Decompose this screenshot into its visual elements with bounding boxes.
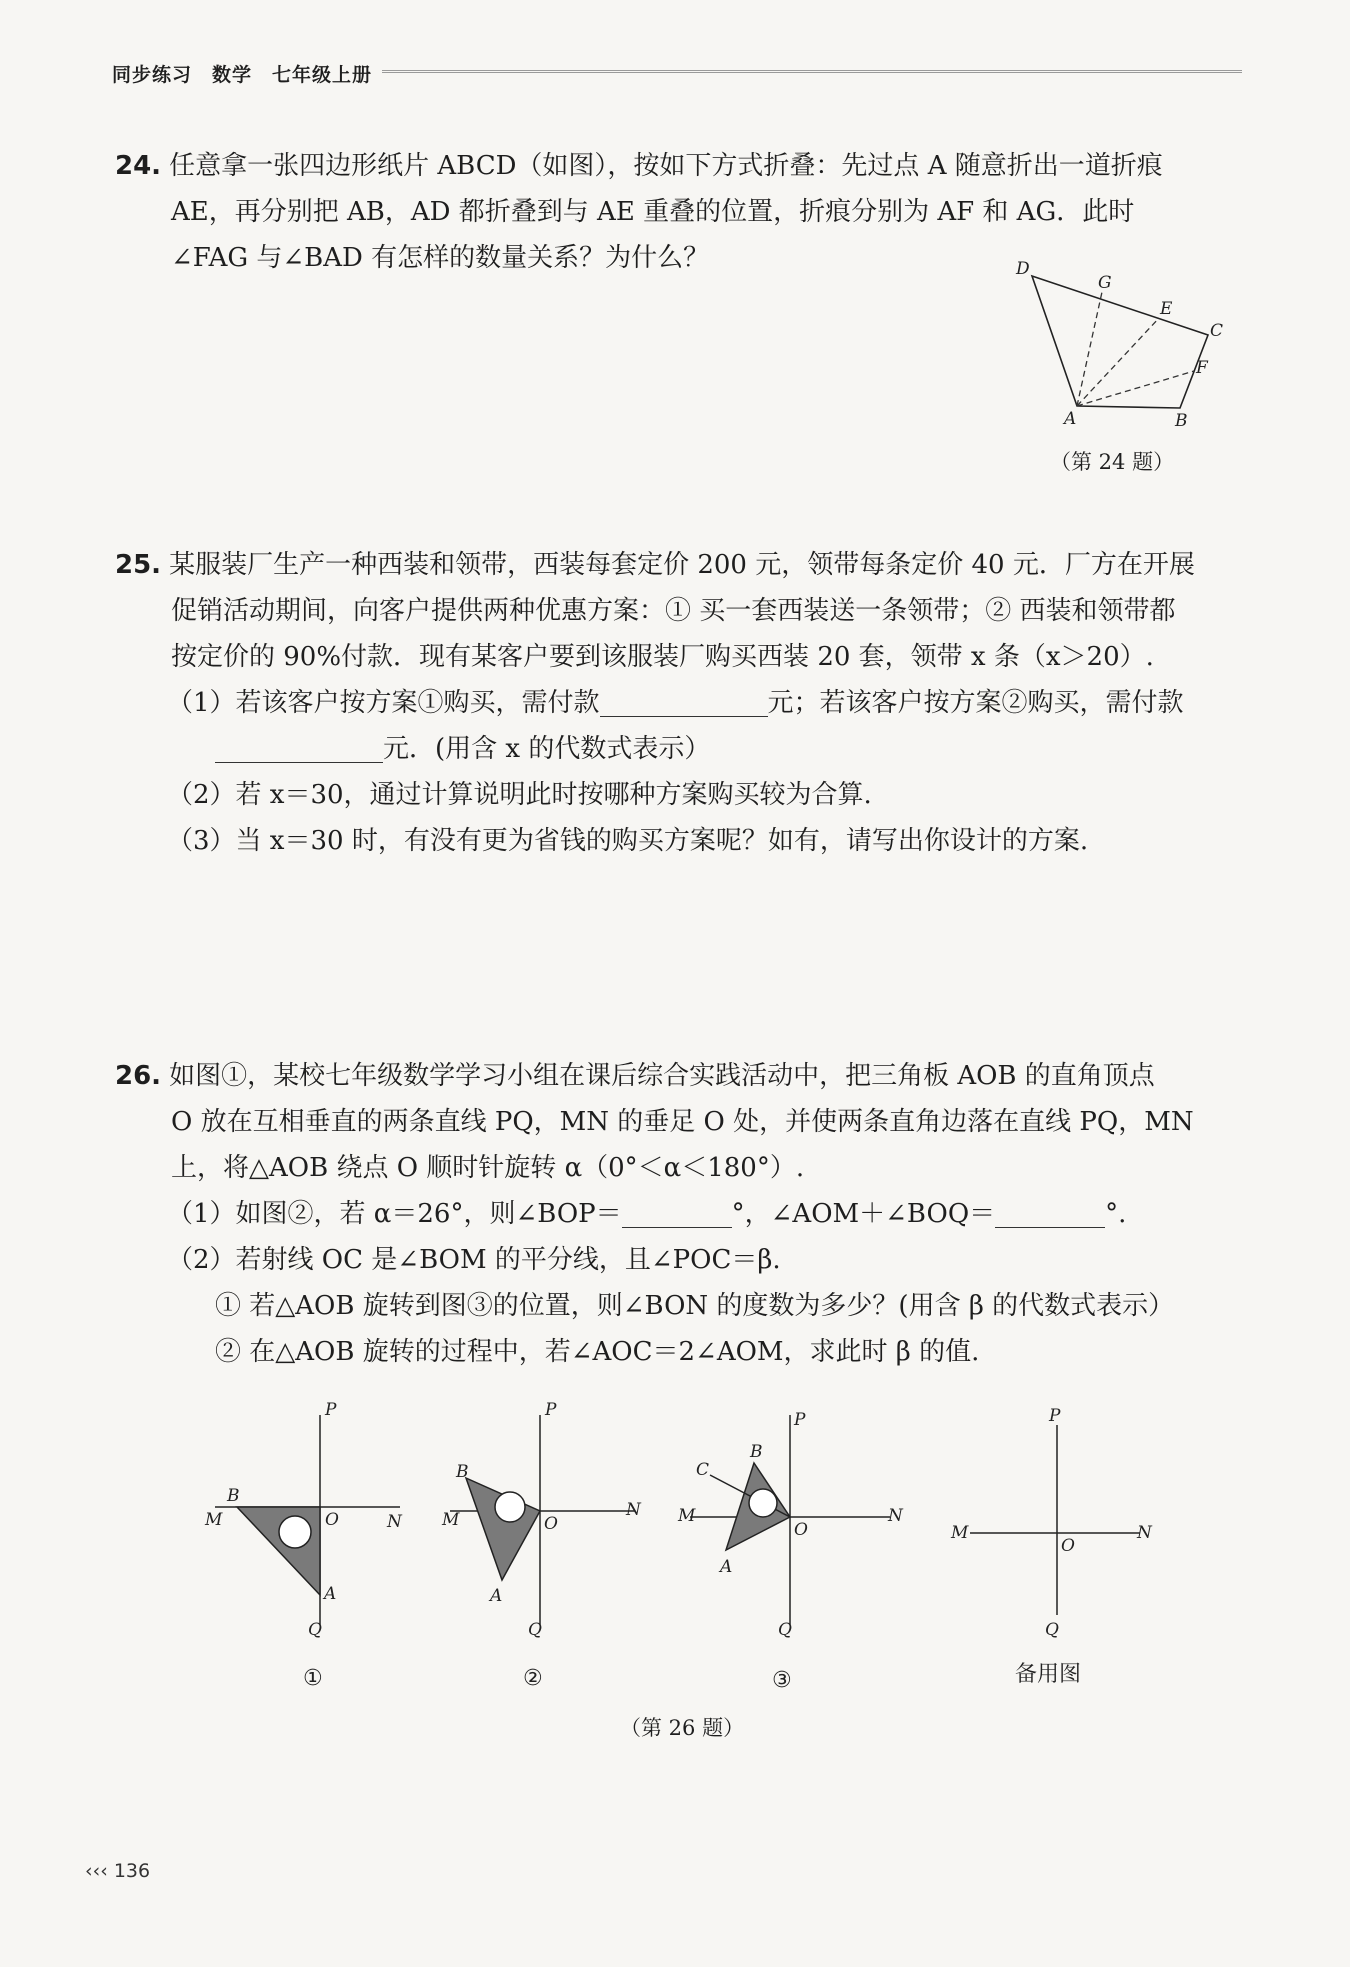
figure-caption: （第 26 题） (620, 1716, 745, 1740)
label-b: B (750, 1442, 763, 1462)
question-text: （1）如图②，若 α＝26°，则∠BOP＝ (167, 1199, 622, 1229)
label-a: A (1064, 409, 1077, 429)
problem-text: O 放在互相垂直的两条直线 PQ，MN 的垂足 O 处，并使两条直角边落在直线 PQ，MN (171, 1107, 1194, 1137)
label-a: A (720, 1557, 733, 1577)
book-title: 同步练习 数学 七年级上册 (112, 64, 373, 86)
triangle-hole (495, 1492, 525, 1522)
answer-blank[interactable] (600, 688, 768, 717)
label-p: P (325, 1400, 337, 1420)
problem-text: 上，将△AOB 绕点 O 顺时针旋转 α（0°＜α＜180°）. (171, 1153, 805, 1183)
problem-text: AE，再分别把 AB，AD 都折叠到与 AE 重叠的位置，折痕分别为 AF 和 AG．此时 (171, 197, 1135, 227)
label-q: Q (1045, 1620, 1059, 1640)
label-c: C (696, 1460, 710, 1480)
problem-number: 25. (115, 550, 162, 580)
problem-26 (115, 1053, 1245, 1375)
header-rule (382, 70, 1242, 73)
label-g: G (1098, 273, 1112, 293)
label-e: E (1160, 299, 1173, 319)
problem-text: 如图①，某校七年级数学学习小组在课后综合实践活动中，把三角板 AOB 的直角顶点 (169, 1061, 1155, 1091)
label-q: Q (778, 1620, 792, 1640)
figure-label: ③ (772, 1668, 792, 1693)
question-text: （3）当 x＝30 时，有没有更为省钱的购买方案呢？如有，请写出你设计的方案. (167, 826, 1089, 856)
figure-3 (677, 1410, 904, 1693)
question-text: 元；若该客户按方案②购买，需付款 (767, 688, 1184, 718)
fold-af (1077, 371, 1194, 406)
problem-text: 按定价的 90%付款．现有某客户要到该服装厂购买西装 20 套，领带 x 条（x＞20）. (171, 642, 1154, 672)
page-number: ‹‹‹ 136 (85, 1860, 151, 1882)
rotation-figures (195, 1395, 1175, 1695)
label-m: M (442, 1510, 460, 1530)
label-n: N (888, 1506, 903, 1526)
quadrilateral-abcd (1032, 276, 1208, 408)
label-b: B (1175, 411, 1188, 431)
label-q: Q (528, 1620, 542, 1640)
figure-spare (950, 1406, 1153, 1687)
label-p: P (545, 1400, 557, 1420)
label-n: N (626, 1500, 641, 1520)
fold-ae (1077, 318, 1159, 406)
question-text: °，∠AOM＋∠BOQ＝ (731, 1199, 996, 1229)
figure-1 (204, 1400, 403, 1691)
label-q: Q (308, 1620, 322, 1640)
triangle-hole (749, 1489, 777, 1517)
question-text: ① 若△AOB 旋转到图③的位置，则∠BON 的度数为多少？(用含 β 的代数式表示） (215, 1291, 1175, 1321)
figure-label: ① (303, 1666, 323, 1691)
label-m: M (951, 1523, 969, 1543)
question-text: （1）若该客户按方案①购买，需付款 (167, 688, 600, 718)
answer-blank[interactable] (215, 734, 383, 763)
label-d: D (1016, 259, 1030, 279)
question-text: （2）若 x＝30，通过计算说明此时按哪种方案购买较为合算. (167, 780, 872, 810)
problem-text: 促销活动期间，向客户提供两种优惠方案：① 买一套西装送一条领带；② 西装和领带都 (171, 596, 1176, 626)
label-b: B (456, 1462, 469, 1482)
problem-25 (115, 542, 1245, 864)
fold-ag (1077, 292, 1102, 406)
triangle-hole (279, 1516, 311, 1548)
label-b: B (227, 1486, 240, 1506)
label-o: O (325, 1510, 339, 1530)
label-c: C (1210, 321, 1224, 341)
label-m: M (678, 1506, 696, 1526)
figure-label: ② (523, 1666, 543, 1691)
label-m: M (205, 1510, 223, 1530)
triangle-aob (237, 1507, 320, 1595)
label-o: O (794, 1520, 808, 1540)
label-o: O (544, 1514, 558, 1534)
quadrilateral-fold-figure (1010, 256, 1240, 456)
label-p: P (1049, 1406, 1061, 1426)
figure-caption: （第 24 题） (1050, 450, 1175, 474)
question-text: ② 在△AOB 旋转的过程中，若∠AOC＝2∠AOM，求此时 β 的值. (215, 1337, 980, 1367)
label-p: P (794, 1410, 806, 1430)
label-n: N (387, 1512, 402, 1532)
answer-blank[interactable] (995, 1199, 1105, 1228)
label-f: F (1196, 358, 1208, 378)
label-a: A (324, 1584, 337, 1604)
answer-blank[interactable] (622, 1199, 732, 1228)
label-n: N (1137, 1523, 1152, 1543)
figure-label: 备用图 (1015, 1662, 1082, 1687)
problem-number: 24. (115, 151, 162, 181)
question-text: 元．(用含 x 的代数式表示） (383, 734, 711, 764)
page-header (112, 60, 1242, 90)
question-text: （2）若射线 OC 是∠BOM 的平分线，且∠POC＝β. (167, 1245, 781, 1275)
problem-text: 某服装厂生产一种西装和领带，西装每套定价 200 元，领带每条定价 40 元．厂方在开展 (169, 550, 1195, 580)
label-a: A (490, 1586, 503, 1606)
label-o: O (1061, 1536, 1075, 1556)
figure-2 (441, 1400, 642, 1691)
question-text: °. (1105, 1199, 1127, 1229)
problem-text: 任意拿一张四边形纸片 ABCD（如图），按如下方式折叠：先过点 A 随意折出一道折痕 (169, 151, 1163, 181)
problem-number: 26. (115, 1061, 162, 1091)
problem-text: ∠FAG 与∠BAD 有怎样的数量关系？为什么？ (171, 243, 710, 273)
